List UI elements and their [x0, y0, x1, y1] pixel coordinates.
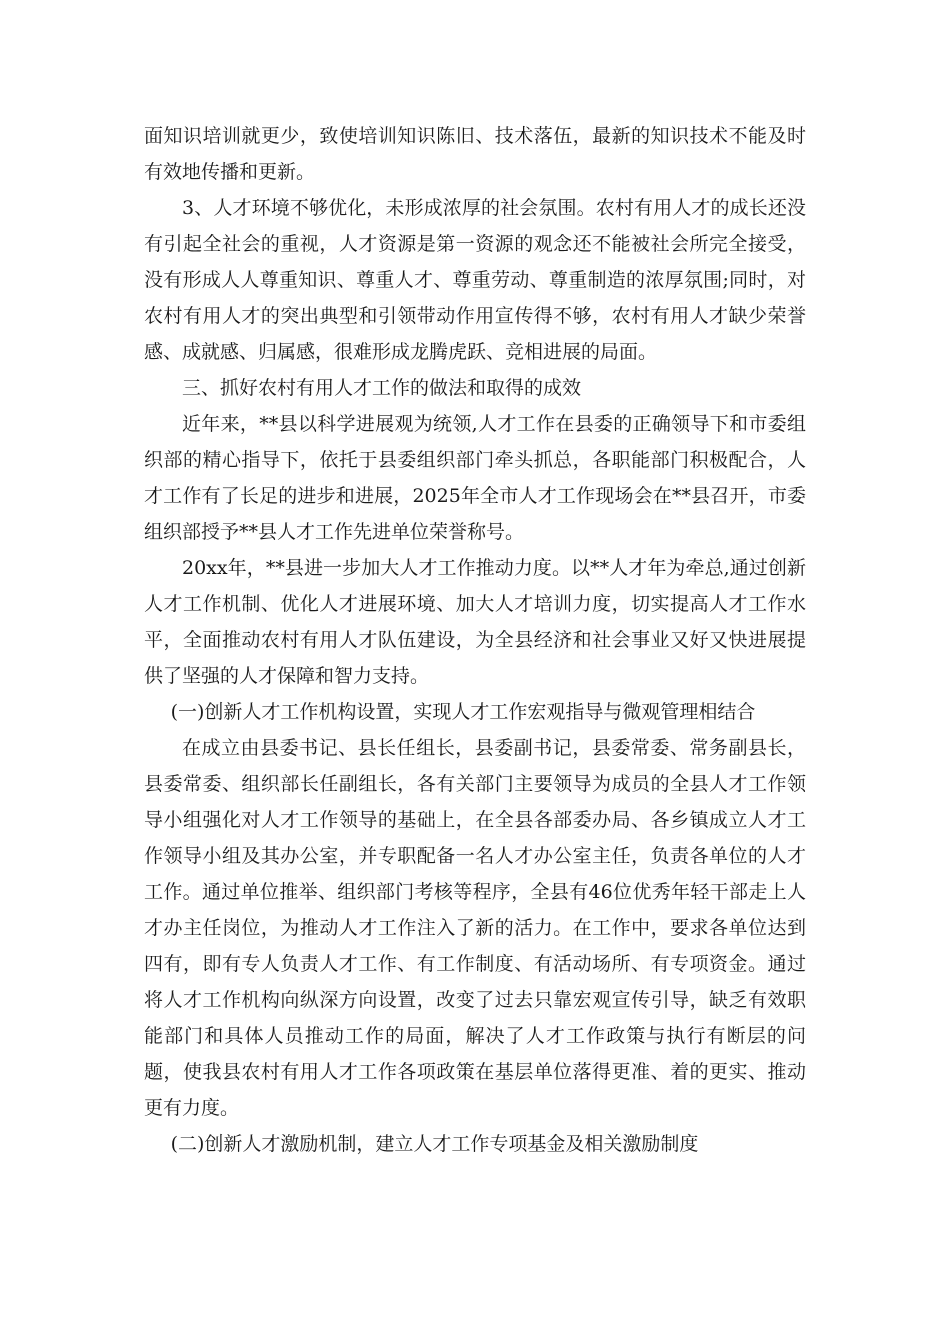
subheading-two: (二)创新人才激励机制，建立人才工作专项基金及相关激励制度 [170, 1133, 699, 1155]
paragraph-talent-environment: 3、人才环境不够优化，未形成浓厚的社会氛围。农村有用人才的成长还没有引起全社会的重视，人才资源是第一资源的观念还不能被社会所完全接受，没有形成人人尊重知识、尊重人才、尊重劳动、尊重制造的浓厚氛围;同时，对农村有用人才的突出典型和引领带动作用宣传得不够，农村有用人才缺少荣誉感、成就感、归属感，很难形成龙腾虎跃、竞相进展的局面。 [144, 197, 806, 363]
paragraph-organization: 在成立由县委书记、县长任组长，县委副书记，县委常委、常务副县长，县委常委、组织部长任副组长，各有关部门主要领导为成员的全县人才工作领导小组强化对人才工作领导的基础上，在全县各部委办局、各乡镇成立人才工作领导小组及其办公室，并专职配备一名人才办公室主任，负责各单位的人才工作。通过单位推举、组织部门考核等程序，全县有46位优秀年轻干部走上人才办主任岗位，为推动人才工作注入了新的活力。在工作中，要求各单位达到四有，即有专人负责人才工作、有工作制度、有活动场所、有专项资金。通过将人才工作机构向纵深方向设置，改变了过去只靠宏观宣传引导，缺乏有效职能部门和具体人员推动工作的局面，解决了人才工作政策与执行有断层的问题，使我县农村有用人才工作各项政策在基层单位落得更准、着的更实、推动更有力度。 [144, 737, 806, 1119]
paragraph-continuation: 面知识培训就更少，致使培训知识陈旧、技术落伍，最新的知识技术不能及时有效地传播和更新。 [144, 125, 806, 183]
paragraph-20xx: 20xx年，**县进一步加大人才工作推动力度。以**人才年为牵总,通过创新人才工作机制、优化人才进展环境、加大人才培训力度，切实提高人才工作水平，全面推动农村有用人才队伍建设，为全县经济和社会事业又好又快进展提供了坚强的人才保障和智力支持。 [144, 557, 806, 687]
document-body [144, 118, 806, 1162]
paragraph-recent-years: 近年来，**县以科学进展观为统领,人才工作在县委的正确领导下和市委组织部的精心指导下，依托于县委组织部门牵头抓总，各职能部门积极配合，人才工作有了长足的进步和进展，2025年全市人才工作现场会在**县召开，市委组织部授予**县人才工作先进单位荣誉称号。 [144, 413, 806, 543]
subheading-one: (一)创新人才工作机构设置，实现人才工作宏观指导与微观管理相结合 [170, 701, 756, 723]
section-heading-practices: 三、抓好农村有用人才工作的做法和取得的成效 [182, 377, 582, 399]
